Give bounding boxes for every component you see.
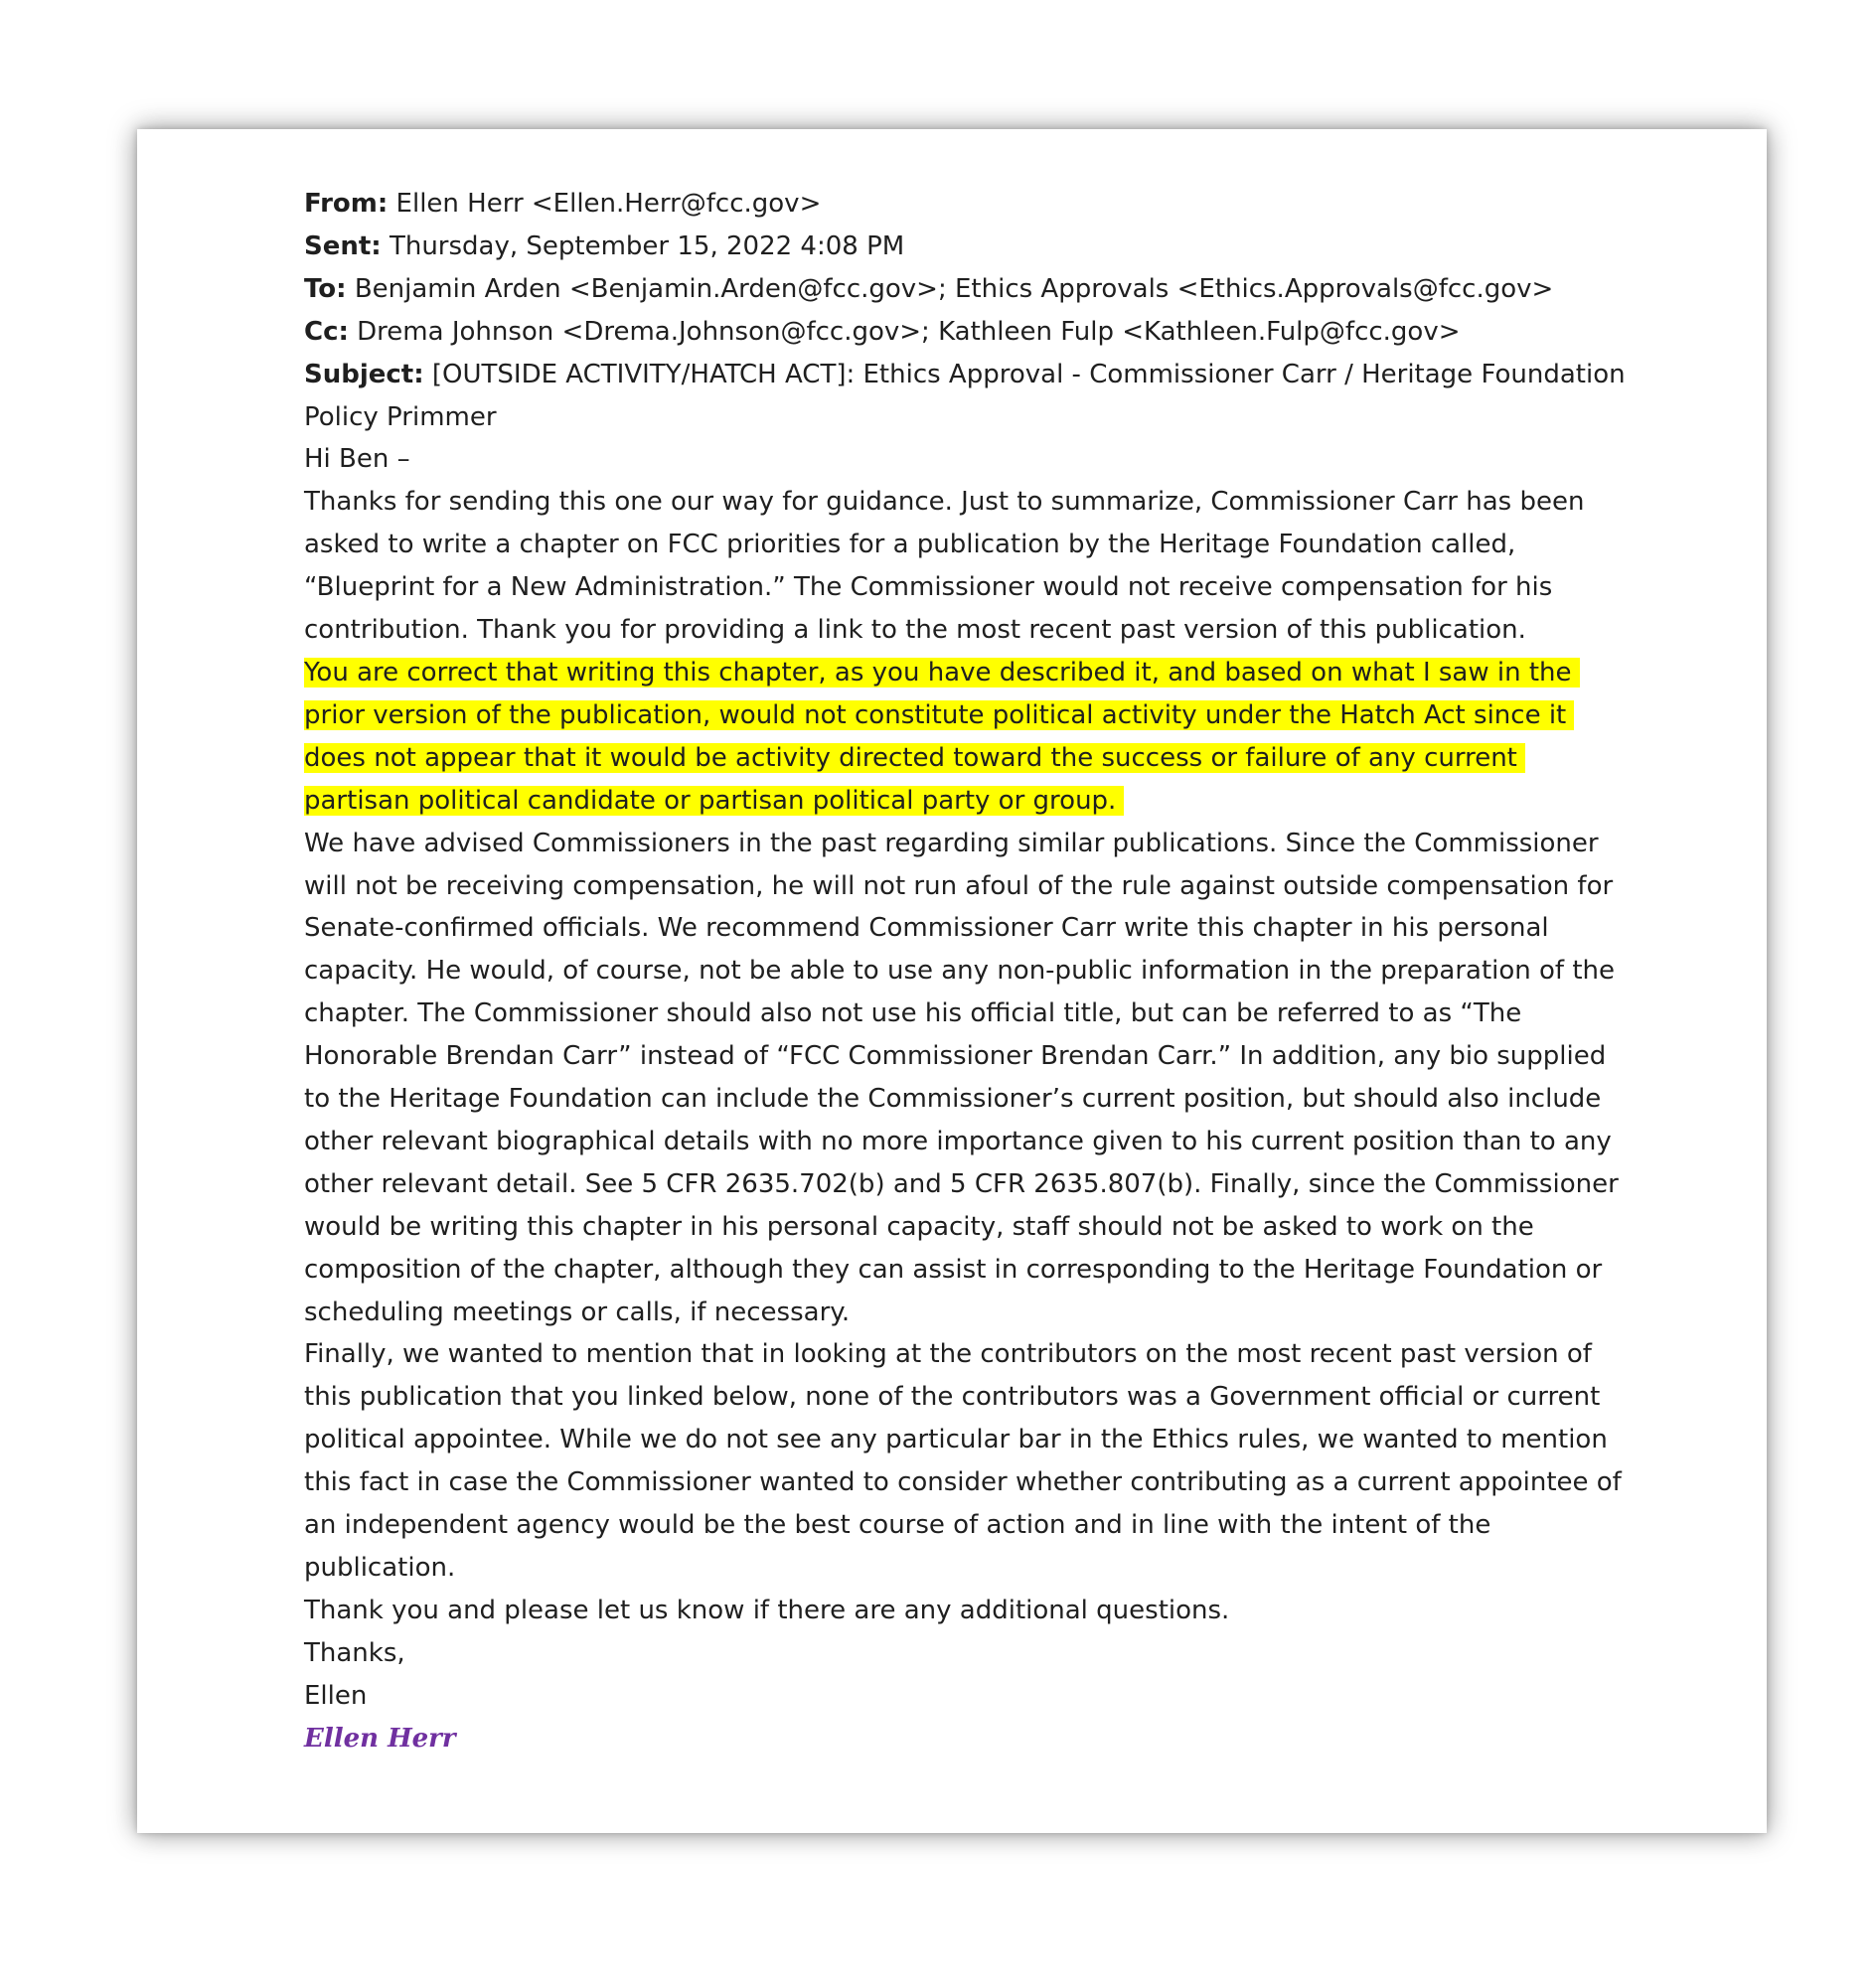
to-value: Benjamin Arden <Benjamin.Arden@fcc.gov>; Ethics Approvals <Ethics.Approvals@fcc.gov> — [354, 273, 1554, 304]
cc-value: Drema Johnson <Drema.Johnson@fcc.gov>; Kathleen Fulp <Kathleen.Fulp@fcc.gov> — [357, 316, 1461, 347]
to-label: To: — [304, 273, 347, 304]
paragraph-guidance: We have advised Commissioners in the past regarding similar publications. Since the Commissioner will not be receiving compensation, he will not run afoul of the rule against outside compensation for Senate-confirmed officials. We recommend Commissioner Carr write this chapter in his personal capacity. He would, of course, not be able to use any non-public information in the preparation of the chapter. The Commissioner should also not use his official title, but can be referred to as “The Honorable Brendan Carr” instead of “FCC Commissioner Brendan Carr.” In addition, any bio supplied to the Heritage Foundation can include the Commissioner’s current position, but should also include other relevant biographical details with no more importance given to his current position than to any other relevant detail. See 5 CFR 2635.702(b) and 5 CFR 2635.807(b). Finally, since the Commissioner would be writing this chapter in his personal capacity, staff should not be asked to work on the composition of the chapter, although they can assist in corresponding to the Heritage Foundation or scheduling meetings or calls, if necessary. — [304, 828, 1619, 1327]
subject-value: [OUTSIDE ACTIVITY/HATCH ACT]: Ethics Approval - Commissioner Carr / Heritage Foundation Policy Primmer — [304, 359, 1626, 432]
paragraph-highlighted: You are correct that writing this chapter, as you have described it, and based on what I saw in the prior version of the publication, would not constitute political activity under the Hatch Act since it does not appear that it would be activity directed toward the success or failure of any current partisan political candidate or partisan political party or group. — [304, 658, 1580, 816]
subject-line — [304, 354, 1626, 439]
sent-value: Thursday, September 15, 2022 4:08 PM — [389, 230, 905, 261]
subject-label: Subject: — [304, 359, 424, 389]
paragraph-highlighted-block — [304, 652, 1626, 823]
greeting: Hi Ben – — [304, 444, 410, 475]
closing: Thanks, — [304, 1637, 405, 1668]
email-message — [304, 183, 1626, 1760]
from-line — [304, 183, 1626, 226]
cc-label: Cc: — [304, 316, 349, 347]
paragraph-contributors: Finally, we wanted to mention that in looking at the contributors on the most recent past version of this publication that you linked below, none of the contributors was a Government official or current political appointee. While we do not see any particular bar in the Ethics rules, we wanted to mention this fact in case the Commissioner wanted to consider whether contributing as a current appointee of an independent agency would be the best course of action and in line with the intent of the publication. — [304, 1339, 1622, 1583]
to-line — [304, 268, 1626, 311]
cc-line — [304, 311, 1626, 354]
paragraph-questions: Thank you and please let us know if there are any additional questions. — [304, 1595, 1230, 1625]
sent-label: Sent: — [304, 230, 382, 261]
sent-line — [304, 226, 1626, 268]
from-value: Ellen Herr <Ellen.Herr@fcc.gov> — [395, 189, 822, 219]
signature: Ellen Herr — [304, 1723, 456, 1754]
sender-name: Ellen — [304, 1680, 368, 1711]
from-label: From: — [304, 189, 389, 219]
paragraph-summary: Thanks for sending this one our way for guidance. Just to summarize, Commissioner Carr has been asked to write a chapter on FCC priorities for a publication by the Heritage Foundation called, “Blueprint for a New Administration.” The Commissioner would not receive compensation for his contribution. Thank you for providing a link to the most recent past version of this publication. — [304, 487, 1585, 646]
